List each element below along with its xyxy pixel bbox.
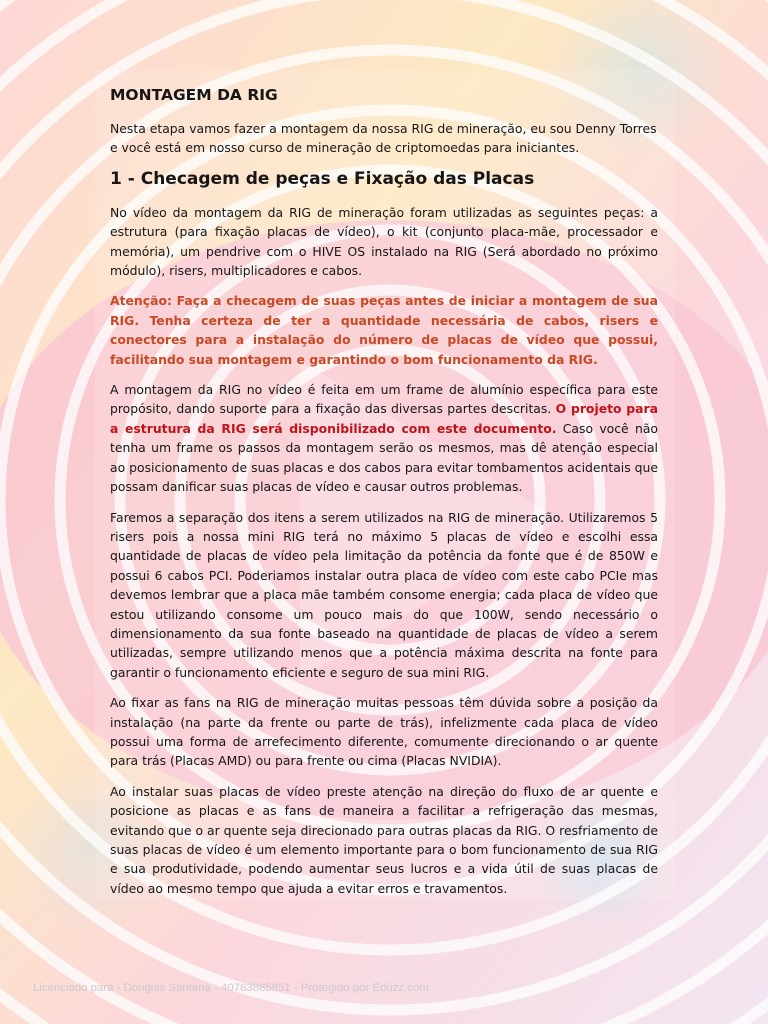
warning-paragraph: Atenção: Faça a checagem de suas peças antes de iniciar a montagem de sua RIG. Tenha certeza de ter a quantidade necessária de cabos, risers e conectores para a instalação do número de placas de vídeo que possui, facilitando sua montagem e garantindo o bom funcionamento da RIG. bbox=[110, 293, 658, 367]
risers-paragraph: Faremos a separação dos itens a serem utilizados na RIG de mineração. Utilizaremos 5 risers pois a nossa mini RIG terá no máximo 5 placas de vídeo e escolhi essa quantidade de placas de vídeo pela limitação da potência da fonte que é de 850W e possui 6 cabos PCI. Poderiamos instalar outra placa de vídeo com este cabo PCIe mas devemos lembrar que a placa mãe também consome energia; cada placa de vídeo que estou utilizando consome um pouco mais do que 100W, sendo necessário o dimensionamento da sua fonte baseado na quantidade de placas de vídeo a serem utilizadas, sempre utilizando menos que a potência máxima descrita na fonte para garantir o funcionamento eficiente e seguro de sua mini RIG. bbox=[110, 509, 658, 680]
section-heading: 1 - Checagem de peças e Fixação das Placas bbox=[110, 168, 535, 189]
frame-text-a: A montagem da RIG no vídeo é feita em um frame de alumínio específica para este propósito, dando suporte para a fixação das diversas partes descritas. bbox=[110, 382, 658, 417]
frame-paragraph bbox=[110, 380, 658, 496]
parts-paragraph: No vídeo da montagem da RIG de mineração foram utilizadas as seguintes peças: a estrutura (para fixação placas de vídeo), o kit (conjunto placa-mãe, processador e memória), um pendrive com o HIVE OS instalado na RIG (Será abordado no próximo módulo), risers, multiplicadores e cabos. bbox=[110, 204, 658, 279]
intro-paragraph: Nesta etapa vamos fazer a montagem da nossa RIG de mineração, eu sou Denny Torres e você está em nosso curso de mineração de criptomoedas para iniciantes. bbox=[110, 121, 657, 156]
airflow-paragraph: Ao instalar suas placas de vídeo preste atenção na direção do fluxo de ar quente e posicione as placas e as fans de maneira a facilitar a refrigeração das mesmas, evitando que o ar quente seja direcionado para outras placas da RIG. O resfriamento de suas placas de vídeo é um elemento importante para o bom funcionamento de sua RIG e sua produtividade, podendo aumentar seus lucros e a vida útil de suas placas de vídeo ao mesmo tempo que ajuda a evitar erros e travamentos. bbox=[110, 783, 658, 896]
document-page bbox=[110, 86, 658, 909]
frame-project-highlight: O projeto para a estrutura da RIG será disponibilizado com este documento. bbox=[110, 401, 658, 436]
frame-text-b: Caso você não tenha um frame os passos da montagem serão os mesmos, mas dê atenção especial ao posicionamento de suas placas e dos cabos para evitar tombamentos acidentais que possam danificar suas placas de vídeo e causar outros problemas. bbox=[110, 420, 658, 495]
fans-paragraph: Ao fixar as fans na RIG de mineração muitas pessoas têm dúvida sobre a posição da instalação (na parte da frente ou parte de trás), infelizmente cada placa de vídeo possui uma forma de arrefecimento diferente, comumente direcionando o ar quente para trás (Placas AMD) ou para frente ou cima (Placas NVIDIA). bbox=[110, 695, 658, 769]
document-title: MONTAGEM DA RIG bbox=[110, 86, 278, 104]
license-watermark: Licenciado para - Douglas Santana - 40763885851 - Protegido por Eduzz.com bbox=[33, 982, 429, 994]
